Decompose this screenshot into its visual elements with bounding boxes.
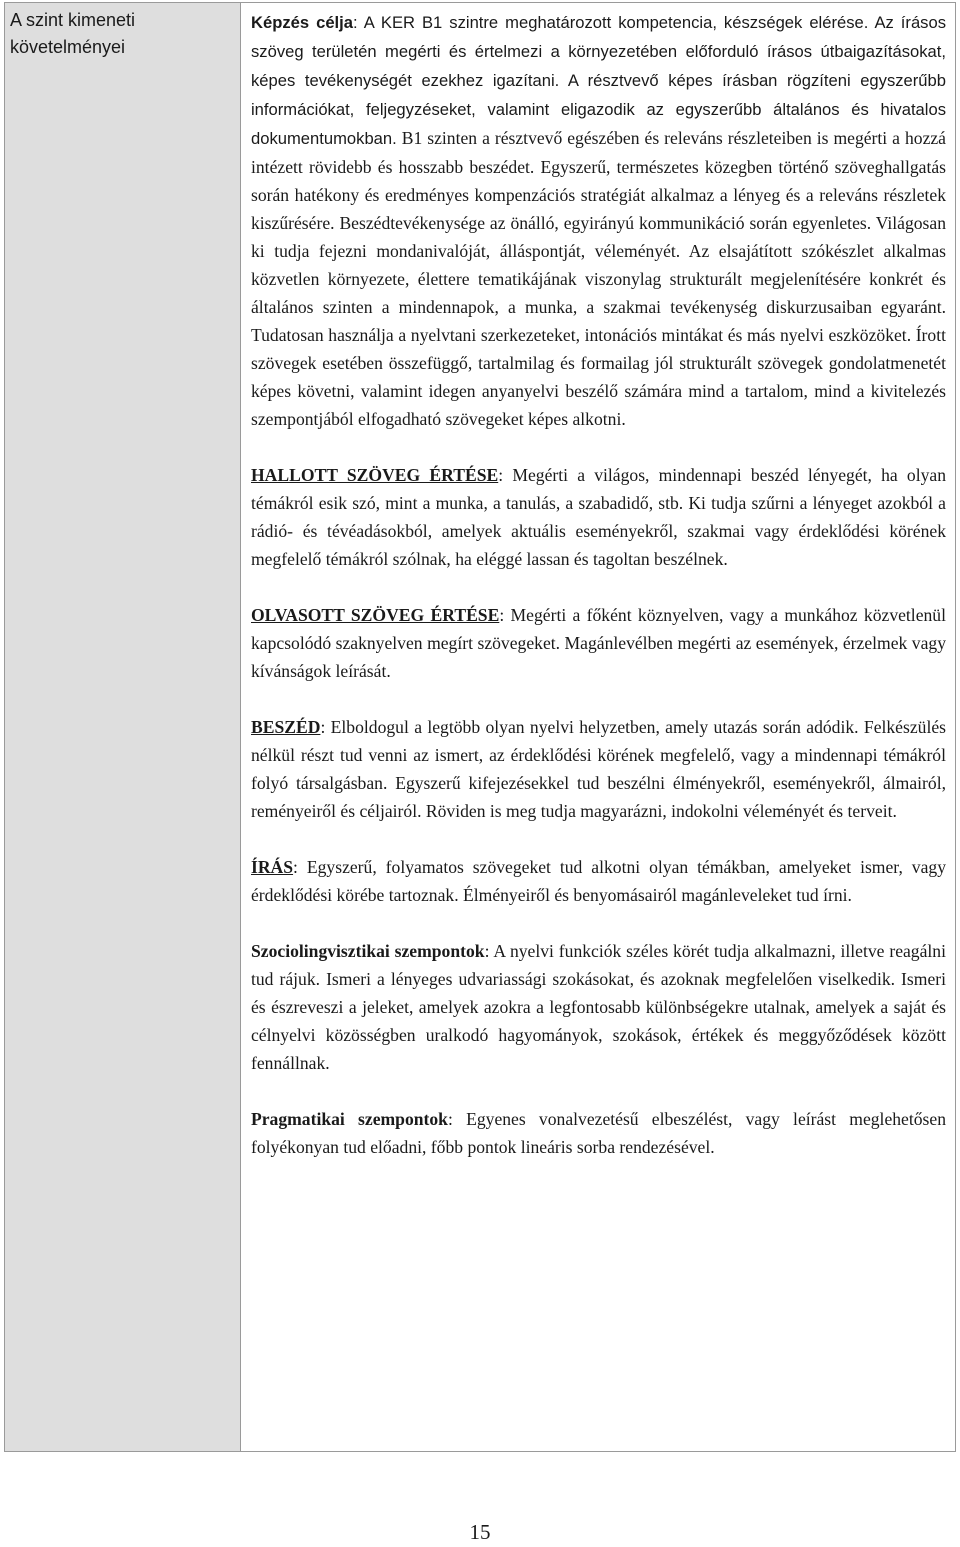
section-speaking — [251, 713, 946, 825]
section-heading: HALLOTT SZÖVEG ÉRTÉSE — [251, 465, 499, 485]
section-writing — [251, 853, 946, 909]
intro-separator: : — [353, 13, 364, 32]
table-label: A szint kimeneti követelményei — [10, 10, 136, 57]
section-text: Megérti a főként köznyelven, vagy a munkához közvetlenül kapcsolódó szaknyelven megírt szövegeket. Magánlevélben megérti az események, érzelmek vagy kívánságok leírását. — [251, 605, 946, 681]
section-separator: : — [447, 1109, 467, 1129]
section-listening — [251, 461, 946, 573]
section-separator: : — [498, 465, 513, 485]
requirements-table — [4, 2, 956, 1452]
section-heading: BESZÉD — [251, 717, 321, 737]
section-reading — [251, 601, 946, 685]
section-text: Elboldogul a legtöbb olyan nyelvi helyzetben, amely utazás során adódik. Felkészülés nélkül részt tud venni az ismert, az érdeklődési körének megfelelő, vagy a mindennapi témákról folyó társalgásban. Egyszerű kifejezésekkel tud beszélni élményekről, eseményekről, álmairól, reményeiről és céljairól. Röviden is meg tudja magyarázni, indokolni véleményét és terveit. — [251, 717, 946, 821]
table-content-cell — [241, 3, 955, 1451]
section-separator: : — [484, 941, 494, 961]
section-text: A nyelvi funkciók széles körét tudja alkalmazni, illetve reagálni tud rájuk. Ismeri a lényeges udvariassági szokásokat, és azoknak megfelelően viselkedik. Ismeri és észreveszi a jeleket, amelyek azokra a legfontosabb különbségekre utalnak, amelyek a saját és célnyelvi közösségben uralkodó hagyományok, szokások, értékek és meggyőződések között fennállnak. — [251, 941, 946, 1073]
section-heading: Pragmatikai szempontok — [251, 1109, 448, 1129]
section-separator: : — [320, 717, 331, 737]
intro-paragraph — [251, 8, 946, 433]
section-pragmatic — [251, 1105, 946, 1161]
section-separator: : — [293, 857, 307, 877]
section-heading: ÍRÁS — [251, 857, 294, 877]
intro-heading: Képzés célja — [251, 13, 354, 32]
page-number: 15 — [469, 1520, 491, 1544]
intro-serif-text: B1 szinten a résztvevő egészében és releváns részleteiben is megérti a hozzá intézett rövidebb és hosszabb beszédet. Egyszerű, természetes közegben történő szöveghallgatás során hatékony és eredményes kompenzációs stratégiát alkalmaz a lényeg és a releváns részletek kiszűrésére. Beszédtevékenysége az önálló, egyirányú kommunikáció során egyenletes. Világosan ki tudja fejezni mondanivalóját, álláspontját, véleményét. Az elsajátított szókészlet alkalmas közvetlen környezete, élettere tematikájának viszonylag strukturált megjelenítésére konkrét és általános szinten a mindennapok, a munka, a szakmai tevékenység diskurzusaiban egyaránt. Tudatosan használja a nyelvtani szerkezeteket, intonációs mintákat és más nyelvi eszközöket. Írott szövegek esetében összefüggő, tartalmilag és formailag jól strukturált szövegek gondolatmenetét képes követni, valamint idegen anyanyelvi beszélő számára mind a tartalom, mind a kivitelezés szempontjából elfogadható szövegeket képes alkotni. — [251, 128, 946, 429]
intro-sans-text: A KER B1 szintre meghatározott kompetencia, készségek elérése. Az írásos szöveg területén megérti és értelmezi a környezetében előforduló írásos útbaigazításokat, képes tevékenységét ezekhez igazítani. A résztvevő képes írásban rögzíteni egyszerűbb információkat, feljegyzéseket, valamint eligazodik az egyszerűbb általános és hivatalos dokumentumokban. — [251, 13, 946, 148]
section-heading: OLVASOTT SZÖVEG ÉRTÉSE — [251, 605, 500, 625]
section-text: Egyszerű, folyamatos szövegeket tud alkotni olyan témákban, amelyeket ismer, vagy érdeklődési körébe tartoznak. Élményeiről és benyomásairól magánleveleket tud írni. — [251, 857, 946, 905]
section-text: Megérti a világos, mindennapi beszéd lényegét, ha olyan témákról esik szó, mint a munka, a tanulás, a szabadidő, stb. Ki tudja szűrni a lényeget azokból a rádió- és tévéadásokból, amelyek aktuális eseményekről, szakmai vagy érdeklődési körének megfelelő témákról szólnak, ha eléggé lassan és tagoltan beszélnek. — [251, 465, 947, 569]
section-separator: : — [499, 605, 511, 625]
section-text: Egyenes vonalvezetésű elbeszélést, vagy leírást meglehetősen folyékonyan tud előadni, főbb pontok lineáris sorba rendezésével. — [251, 1109, 947, 1157]
section-heading: Szociolingvisztikai szempontok — [251, 941, 485, 961]
table-label-cell — [5, 3, 241, 1451]
section-sociolinguistic — [251, 937, 946, 1077]
